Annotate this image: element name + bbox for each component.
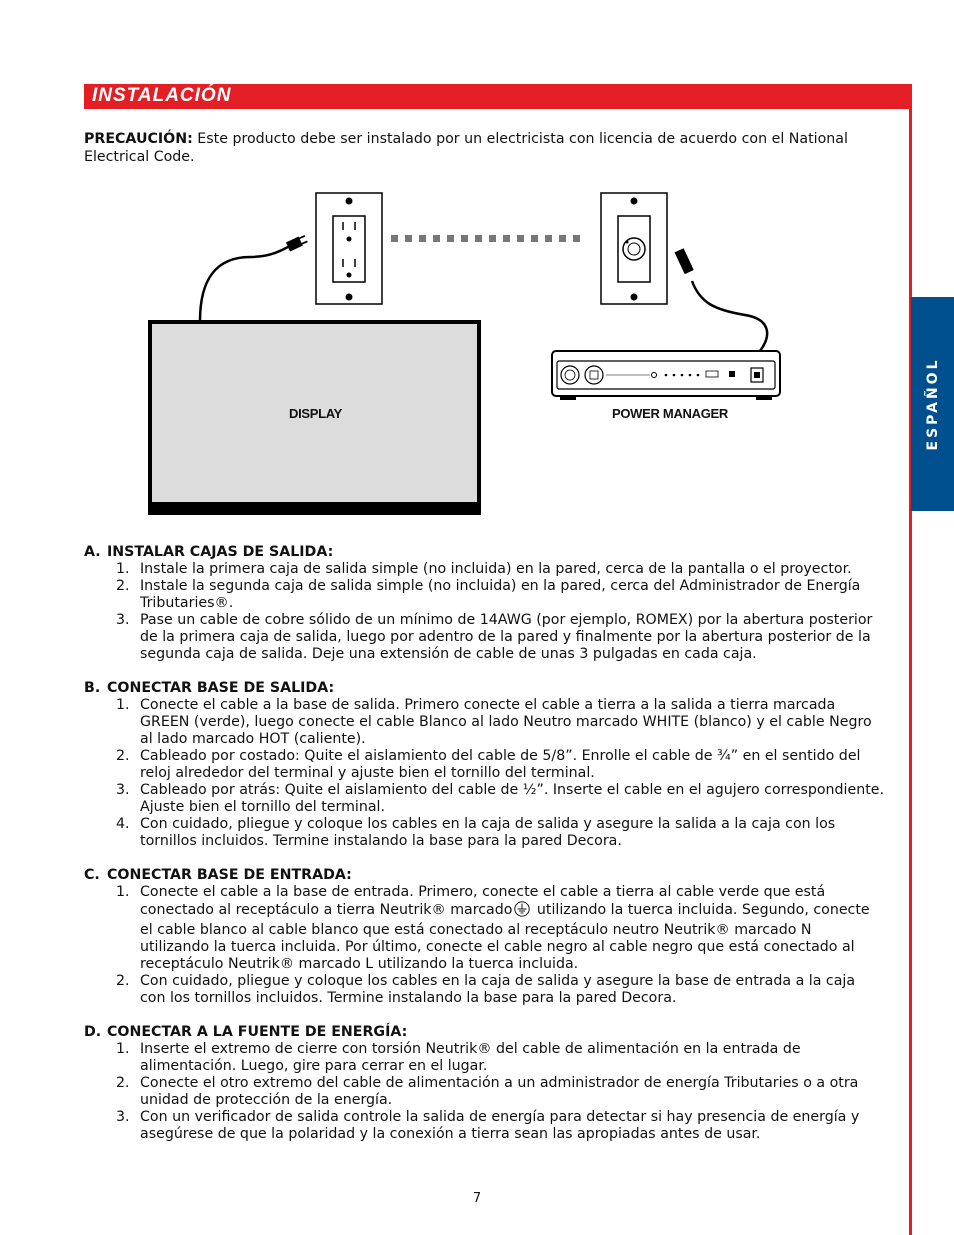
language-tab-label: ESPAÑOL	[924, 357, 941, 451]
right-margin-rule	[909, 84, 912, 1235]
step-text: Conecte el otro extremo del cable de alimentación a un administrador de energía Tributaries o a otra unidad de protección de la energía.	[140, 1075, 859, 1108]
step-text-after: utilizando la tuerca incluida. Segundo, conecte el cable blanco al cable blanco que está conectado al receptáculo neutro Neutrik® marcado N utilizando la tuerca incluida. Por último, conecte el cable negro al cable negro que está conectado al receptáculo Neutrik® marcado L utilizando la tuerca incluida.	[140, 902, 870, 972]
section-heading: INSTALAR CAJAS DE SALIDA:	[107, 544, 334, 560]
section-letter: A.	[84, 544, 101, 560]
step-number: 3.	[116, 782, 130, 798]
duplex-outlet-plate	[316, 193, 382, 304]
ground-symbol-icon	[514, 901, 530, 922]
step-text: Instale la segunda caja de salida simple (no incluida) en la pared, cerca del Administrador de Energía Tributaries®.	[140, 578, 861, 611]
power-manager-label: POWER MANAGER	[612, 406, 728, 421]
caution-label: PRECAUCIÓN:	[84, 131, 193, 147]
section-heading: CONECTAR BASE DE ENTRADA:	[107, 867, 352, 883]
section-d	[84, 1024, 884, 1143]
section-header-bar	[84, 84, 912, 109]
section-a-title	[84, 544, 884, 561]
step-number: 1.	[116, 561, 130, 577]
list-item	[84, 578, 884, 612]
section-title: INSTALACIÓN	[92, 85, 232, 106]
step-text: Con cuidado, pliegue y coloque los cables en la caja de salida y asegure la salida a la caja con los tornillos incluidos. Termine instalando la base para la pared Decora.	[140, 816, 836, 849]
caution-text: Este producto debe ser instalado por un electricista con licencia de acuerdo con el National Electrical Code.	[84, 131, 848, 165]
section-a-steps	[84, 561, 884, 663]
step-number: 2.	[116, 973, 130, 989]
step-number: 3.	[116, 1109, 130, 1125]
in-wall-cable-dashes	[391, 235, 580, 242]
page-number: 7	[472, 1191, 482, 1206]
list-item	[84, 561, 884, 578]
list-item	[84, 748, 884, 782]
section-letter: B.	[84, 680, 101, 696]
section-c	[84, 867, 884, 1007]
step-text: Cableado por atrás: Quite el aislamiento del cable de ½”. Inserte el cable en el agujero correspondiente. Ajuste bien el tornillo del terminal.	[140, 782, 884, 815]
section-letter: D.	[84, 1024, 102, 1040]
step-text: Pase un cable de cobre sólido de un mínimo de 14AWG (por ejemplo, ROMEX) por la abertura posterior de la primera caja de salida, luego por adentro de la pared y finalmente por la abertura posterior de la segunda caja de salida. Deje una extensión de cable de unas 3 pulgadas en cada caja.	[140, 612, 873, 662]
section-c-steps	[84, 884, 884, 1007]
step-text: Inserte el extremo de cierre con torsión Neutrik® del cable de alimentación en la entrada de alimentación. Luego, gire para cerrar en el lugar.	[140, 1041, 801, 1074]
section-heading: CONECTAR A LA FUENTE DE ENERGÍA:	[107, 1024, 408, 1040]
step-text-before: Conecte el cable a la base de entrada. Primero, conecte el cable a tierra al cable verde que está conectado al receptáculo a tierra Neutrik® marcado	[140, 884, 826, 918]
section-heading: CONECTAR BASE DE SALIDA:	[107, 680, 335, 696]
inlet-plate	[601, 193, 667, 304]
list-item	[84, 612, 884, 663]
step-number: 4.	[116, 816, 130, 832]
step-number: 2.	[116, 748, 130, 764]
power-manager-cord	[675, 248, 768, 351]
section-b-title	[84, 680, 884, 697]
section-d-steps	[84, 1041, 884, 1143]
step-number: 2.	[116, 1075, 130, 1091]
step-text: Con cuidado, pliegue y coloque los cables en la caja de salida y asegure la base de entrada a la caja con los tornillos incluidos. Termine instalando la base para la pared Decora.	[140, 973, 856, 1006]
step-text: Cableado por costado: Quite el aislamiento del cable de 5/8”. Enrolle el cable de ¾” en el sentido del reloj alrededor del terminal y ajuste bien el tornillo del terminal.	[140, 748, 861, 781]
installation-diagram	[140, 185, 800, 520]
display-power-cord	[200, 234, 308, 321]
step-text: Conecte el cable a la base de salida. Primero conecte el cable a tierra a la salida a tierra marcada GREEN (verde), luego conecte el cable Blanco al lado Neutro marcado WHITE (blanco) y el cable Negro al lado marcado HOT (caliente).	[140, 697, 872, 747]
step-text: Instale la primera caja de salida simple (no incluida) en la pared, cerca de la pantalla o el proyector.	[140, 561, 852, 577]
step-number: 1.	[116, 884, 130, 900]
section-a	[84, 544, 884, 663]
list-item	[84, 782, 884, 816]
section-d-title	[84, 1024, 884, 1041]
caution-paragraph	[84, 131, 884, 166]
display-label: DISPLAY	[289, 406, 343, 421]
section-letter: C.	[84, 867, 100, 883]
list-item	[84, 1109, 884, 1143]
step-number: 3.	[116, 612, 130, 628]
list-item	[84, 816, 884, 850]
section-b	[84, 680, 884, 850]
step-number: 2.	[116, 578, 130, 594]
list-item	[84, 884, 884, 973]
list-item	[84, 697, 884, 748]
list-item	[84, 1041, 884, 1075]
step-number: 1.	[116, 1041, 130, 1057]
section-b-steps	[84, 697, 884, 850]
instruction-sections	[84, 544, 884, 1160]
list-item	[84, 973, 884, 1007]
section-c-title	[84, 867, 884, 884]
step-number: 1.	[116, 697, 130, 713]
list-item	[84, 1075, 884, 1109]
step-text: Con un verificador de salida controle la salida de energía para detectar si hay presencia de energía y asegúrese de que la polaridad y la conexión a tierra sean las apropiadas antes de usar.	[140, 1109, 860, 1142]
language-tab	[911, 297, 954, 511]
power-manager-illustration	[552, 351, 780, 400]
installation-diagram-illustration	[140, 185, 800, 520]
